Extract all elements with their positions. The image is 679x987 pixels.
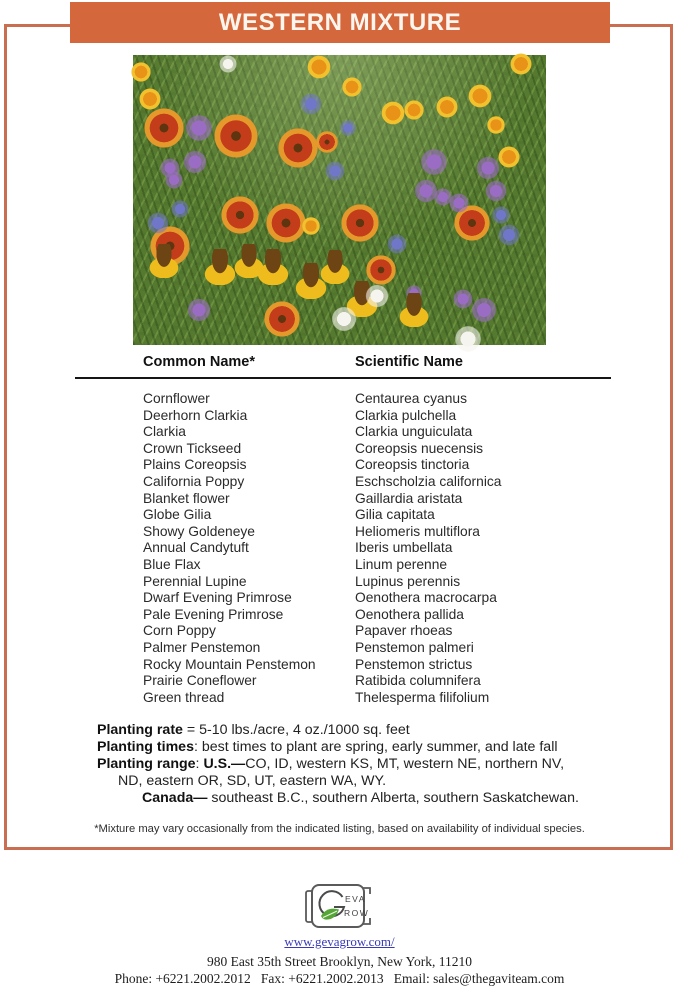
- purple-flower-cluster: [419, 147, 449, 177]
- yellow-poppy-flower: [301, 216, 321, 236]
- footer: [0, 851, 679, 987]
- common-name-cell: Prairie Coneflower: [143, 673, 257, 689]
- purple-flower-cluster: [186, 297, 212, 323]
- gaillardia-flower: [214, 114, 258, 158]
- blue-flower-cluster: [299, 92, 323, 116]
- scientific-name-cell: Centaurea cyanus: [355, 391, 467, 406]
- white-flower-cluster: [330, 305, 358, 333]
- table-row: [143, 424, 613, 441]
- common-name-cell: Crown Tickseed: [143, 440, 242, 456]
- scientific-name-cell: Heliomeris multiflora: [355, 523, 480, 539]
- blue-flower-cluster: [339, 119, 357, 137]
- purple-flower-cluster: [184, 113, 214, 143]
- scientific-name-cell: Coreopsis tinctoria: [355, 457, 470, 473]
- logo-text-row: ROW: [343, 908, 369, 918]
- website-link[interactable]: www.gevagrow.com/: [284, 934, 395, 949]
- blue-flower-cluster: [497, 223, 521, 247]
- table-row: [143, 441, 613, 458]
- scientific-name-cell: Coreopsis nuecensis: [355, 440, 484, 456]
- purple-flower-cluster: [452, 288, 474, 310]
- common-name-cell: Rocky Mountain Penstemon: [143, 656, 316, 672]
- common-name-cell: Blue Flax: [143, 556, 201, 572]
- yellow-poppy-flower: [130, 61, 152, 83]
- table-row: [143, 524, 613, 541]
- scientific-name-cell: Penstemon strictus: [355, 656, 473, 672]
- white-flower-cluster: [453, 324, 483, 354]
- planting-range-line-2: ND, eastern OR, SD, UT, eastern WA, WY.: [118, 773, 387, 789]
- yellow-poppy-flower: [306, 54, 332, 80]
- gaillardia-flower: [316, 131, 338, 153]
- purple-flower-cluster: [484, 179, 508, 203]
- purple-flower-cluster: [164, 170, 184, 190]
- scientific-name-cell: Oenothera pallida: [355, 606, 464, 622]
- address-line: 980 East 35th Street Brooklyn, New York, 11210: [207, 954, 472, 969]
- scientific-name-cell: Lupinus perennis: [355, 573, 461, 589]
- purple-flower-cluster: [182, 149, 208, 175]
- mixture-footnote: *Mixture may vary occasionally from the indicated listing, based on availability of individual species.: [94, 823, 585, 835]
- scientific-name-cell: Clarkia pulchella: [355, 407, 457, 423]
- scientific-name-cell: Papaver rhoeas: [355, 623, 453, 639]
- mexican-hat-flower: [147, 244, 181, 278]
- common-name-cell: Perennial Lupine: [143, 573, 247, 589]
- table-row: [143, 690, 613, 707]
- planting-times-line: Planting times: best times to plant are spring, early summer, and late fall: [97, 739, 558, 755]
- purple-flower-cluster: [475, 155, 501, 181]
- white-flower-cluster: [218, 54, 238, 74]
- table-row: [143, 640, 613, 657]
- common-name-cell: California Poppy: [143, 473, 245, 489]
- table-row: [143, 607, 613, 624]
- table-header-rule: [75, 377, 611, 379]
- mexican-hat-flower: [318, 250, 352, 284]
- table-row: [143, 408, 613, 425]
- table-row: [143, 507, 613, 524]
- mexican-hat-flower: [255, 249, 291, 285]
- blue-flower-cluster: [386, 233, 408, 255]
- gaillardia-flower: [341, 204, 379, 242]
- planting-range-canada-line: Canada— southeast B.C., southern Alberta, southern Saskatchewan.: [142, 790, 579, 806]
- contact-line: Phone: +6221.2002.2012 Fax: +6221.2002.2013 Email: sales@thegaviteam.com: [114, 971, 565, 986]
- table-row: [143, 574, 613, 591]
- column-header-common-name: Common Name*: [143, 354, 255, 370]
- gaillardia-flower: [278, 128, 318, 168]
- scientific-name-cell: Gaillardia aristata: [355, 490, 463, 506]
- common-name-cell: Showy Goldeneye: [143, 523, 255, 539]
- table-row: [143, 673, 613, 690]
- column-header-scientific-name: Scientific Name: [355, 354, 463, 370]
- yellow-poppy-flower: [509, 52, 533, 76]
- species-table: [143, 391, 613, 706]
- scientific-name-cell: Eschscholzia californica: [355, 473, 502, 489]
- common-name-cell: Cornflower: [143, 391, 210, 406]
- gaillardia-flower: [264, 301, 300, 337]
- page-title: WESTERN MIXTURE: [218, 8, 462, 36]
- blue-flower-cluster: [324, 160, 346, 182]
- table-row: [143, 557, 613, 574]
- scientific-name-cell: Ratibida columnifera: [355, 673, 481, 689]
- common-name-cell: Palmer Penstemon: [143, 639, 261, 655]
- scientific-name-cell: Penstemon palmeri: [355, 639, 474, 655]
- scientific-name-cell: Clarkia unguiculata: [355, 424, 473, 440]
- white-flower-cluster: [364, 283, 390, 309]
- scientific-name-cell: Gilia capitata: [355, 507, 435, 523]
- yellow-poppy-flower: [486, 115, 506, 135]
- gaillardia-flower: [221, 196, 259, 234]
- table-row: [143, 623, 613, 640]
- table-row: [143, 540, 613, 557]
- logo-text-eva: EVA: [344, 894, 366, 904]
- scientific-name-cell: Thelesperma filifolium: [355, 689, 490, 705]
- yellow-poppy-flower: [467, 83, 493, 109]
- common-name-cell: Corn Poppy: [143, 623, 216, 639]
- purple-flower-cluster: [433, 187, 453, 207]
- common-name-cell: Blanket flower: [143, 490, 230, 506]
- blue-flower-cluster: [491, 205, 511, 225]
- planting-range-line: Planting range: U.S.—CO, ID, western KS, MT, western NE, northern NV,: [97, 756, 565, 772]
- table-row: [143, 491, 613, 508]
- scientific-name-cell: Oenothera macrocarpa: [355, 590, 497, 606]
- table-row: [143, 457, 613, 474]
- planting-info: [97, 722, 637, 807]
- yellow-poppy-flower: [341, 76, 363, 98]
- common-name-cell: Pale Evening Primrose: [143, 606, 284, 622]
- gevagrow-logo: [304, 882, 376, 930]
- header-bar: [70, 2, 610, 43]
- table-row: [143, 391, 613, 408]
- common-name-cell: Plains Coreopsis: [143, 457, 247, 473]
- gaillardia-flower: [144, 108, 184, 148]
- table-row: [143, 474, 613, 491]
- common-name-cell: Dwarf Evening Primrose: [143, 590, 292, 606]
- mexican-hat-flower: [397, 293, 431, 327]
- table-row: [143, 590, 613, 607]
- planting-rate-line: Planting rate = 5-10 lbs./acre, 4 oz./1000 sq. feet: [97, 722, 410, 738]
- blue-flower-cluster: [170, 199, 190, 219]
- common-name-cell: Clarkia: [143, 424, 186, 440]
- scientific-name-cell: Iberis umbellata: [355, 540, 453, 556]
- common-name-cell: Deerhorn Clarkia: [143, 407, 248, 423]
- common-name-cell: Globe Gilia: [143, 507, 212, 523]
- wildflower-photo: [133, 55, 546, 345]
- blue-flower-cluster: [146, 211, 170, 235]
- yellow-poppy-flower: [138, 87, 162, 111]
- scientific-name-cell: Linum perenne: [355, 556, 448, 572]
- yellow-poppy-flower: [403, 99, 425, 121]
- table-row: [143, 657, 613, 674]
- common-name-cell: Green thread: [143, 689, 225, 705]
- yellow-poppy-flower: [435, 95, 459, 119]
- common-name-cell: Annual Candytuft: [143, 540, 249, 556]
